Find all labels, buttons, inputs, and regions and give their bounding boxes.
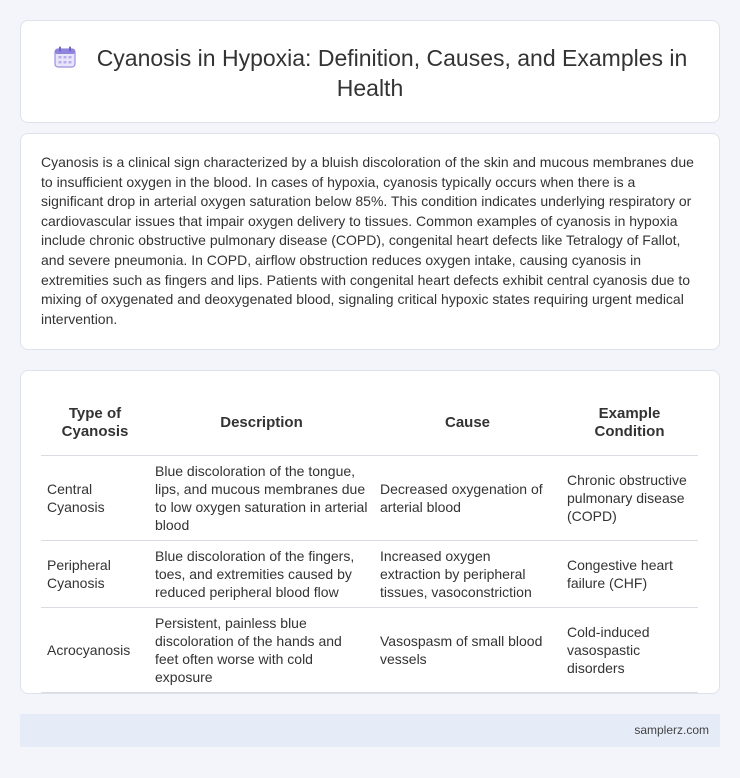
table-row <box>41 455 698 540</box>
cell-description: Persistent, painless blue discoloration of the hands and feet often worse with cold exposure <box>149 607 374 692</box>
cell-example: Cold-induced vasospastic disorders <box>561 607 698 692</box>
cyanosis-table <box>41 392 698 693</box>
table-header-row <box>41 392 698 455</box>
cell-cause: Vasospasm of small blood vessels <box>374 607 561 692</box>
cell-type: Central Cyanosis <box>41 455 149 540</box>
intro-paragraph: Cyanosis is a clinical sign characterized by a bluish discoloration of the skin and mucous membranes due to insufficient oxygen in the blood. In cases of hypoxia, cyanosis typically occurs when there is a significant drop in arterial oxygen saturation below 85%. This condition indicates underlying respiratory or cardiovascular issues that impair oxygen delivery to tissues. Common examples of cyanosis in hypoxia include chronic obstructive pulmonary disease (COPD), congenital heart defects like Tetralogy of Fallot, and severe pneumonia. In COPD, airflow obstruction reduces oxygen intake, causing cyanosis in extremities such as fingers and lips. Patients with congenital heart defects exhibit central cyanosis due to mixing of oxygenated and deoxygenated blood, signaling critical hypoxic states requiring urgent medical intervention. <box>41 154 694 327</box>
cell-description: Blue discoloration of the tongue, lips, and mucous membranes due to low oxygen saturation in arterial blood <box>149 455 374 540</box>
cell-cause: Increased oxygen extraction by peripheral tissues, vasoconstriction <box>374 540 561 607</box>
cell-description: Blue discoloration of the fingers, toes, and extremities caused by reduced peripheral blood flow <box>149 540 374 607</box>
table-row <box>41 607 698 692</box>
cell-type: Peripheral Cyanosis <box>41 540 149 607</box>
footer-bar <box>20 714 720 747</box>
header-cause: Cause <box>374 392 561 455</box>
header-type: Type of Cyanosis <box>41 392 149 455</box>
header-example: Example Condition <box>561 392 698 455</box>
intro-card <box>20 133 720 350</box>
calendar-icon <box>53 45 77 69</box>
table-card <box>20 370 720 694</box>
cell-example: Congestive heart failure (CHF) <box>561 540 698 607</box>
table-row <box>41 540 698 607</box>
footer-site-link[interactable]: samplerz.com <box>634 723 709 737</box>
cell-type: Acrocyanosis <box>41 607 149 692</box>
page-title-wrap <box>41 43 699 103</box>
page-title: Cyanosis in Hypoxia: Definition, Causes, and Examples in Health <box>96 45 688 101</box>
title-card <box>20 20 720 123</box>
cell-example: Chronic obstructive pulmonary disease (COPD) <box>561 455 698 540</box>
header-description: Description <box>149 392 374 455</box>
cell-cause: Decreased oxygenation of arterial blood <box>374 455 561 540</box>
